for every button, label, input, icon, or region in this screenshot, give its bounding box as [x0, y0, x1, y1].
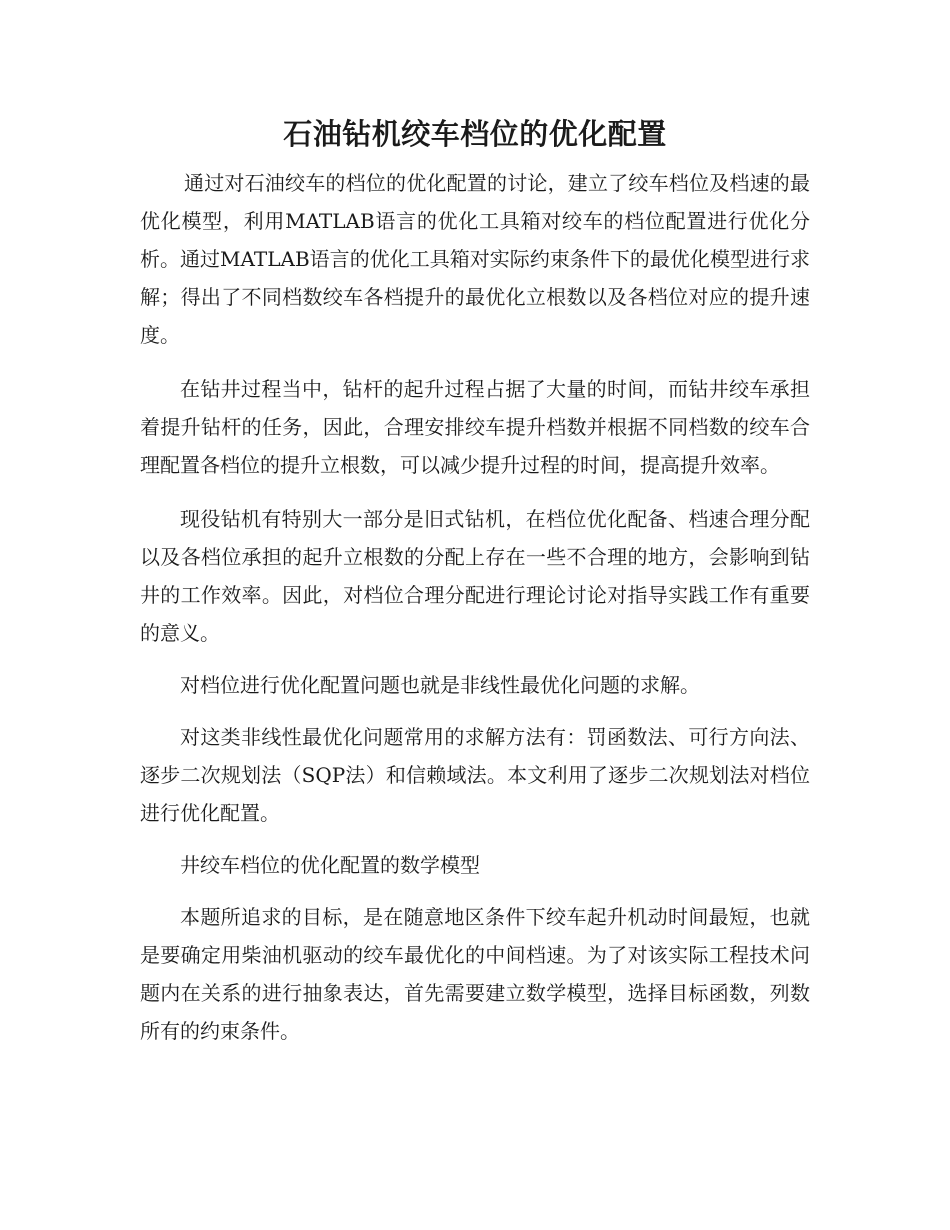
paragraph-existing-rigs: 现役钻机有特别大一部分是旧式钻机，在档位优化配备、档速合理分配以及各档位承担的起升立根数的分配上存在一些不合理的地方，会影响到钻井的工作效率。因此，对档位合理分配进行理论讨论对指导实践工作有重要的意义。 [140, 507, 810, 645]
paragraph-nonlinear-problem: 对档位进行优化配置问题也就是非线性最优化问题的求解。 [180, 673, 700, 697]
paragraph-solution-methods: 对这类非线性最优化问题常用的求解方法有：罚函数法、可行方向法、逐步二次规划法（SQP法）和信赖域法。本文利用了逐步二次规划法对档位进行优化配置。 [140, 725, 810, 825]
document-body [140, 108, 810, 1050]
document-title: 石油钻机绞车档位的优化配置 [283, 117, 667, 151]
paragraph-abstract: 通过对石油绞车的档位的优化配置的讨论，建立了绞车档位及档速的最优化模型，利用MATLAB语言的优化工具箱对绞车的档位配置进行优化分析。通过MATLAB语言的优化工具箱对实际约束条件下的最优化模型进行求解；得出了不同档数绞车各档提升的最优化立根数以及各档位对应的提升速度。 [140, 171, 810, 347]
paragraph-drilling-process: 在钻井过程当中，钻杆的起升过程占据了大量的时间，而钻井绞车承担着提升钻杆的任务，因此，合理安排绞车提升档数并根据不同档数的绞车合理配置各档位的提升立根数，可以减少提升过程的时间，提高提升效率。 [140, 377, 810, 477]
section-heading-math-model: 井绞车档位的优化配置的数学模型 [180, 853, 480, 877]
paragraph-objective: 本题所追求的目标，是在随意地区条件下绞车起升机动时间最短，也就是要确定用柴油机驱动的绞车最优化的中间档速。为了对该实际工程技术问题内在关系的进行抽象表达，首先需要建立数学模型，选择目标函数，列数所有的约束条件。 [140, 905, 810, 1043]
